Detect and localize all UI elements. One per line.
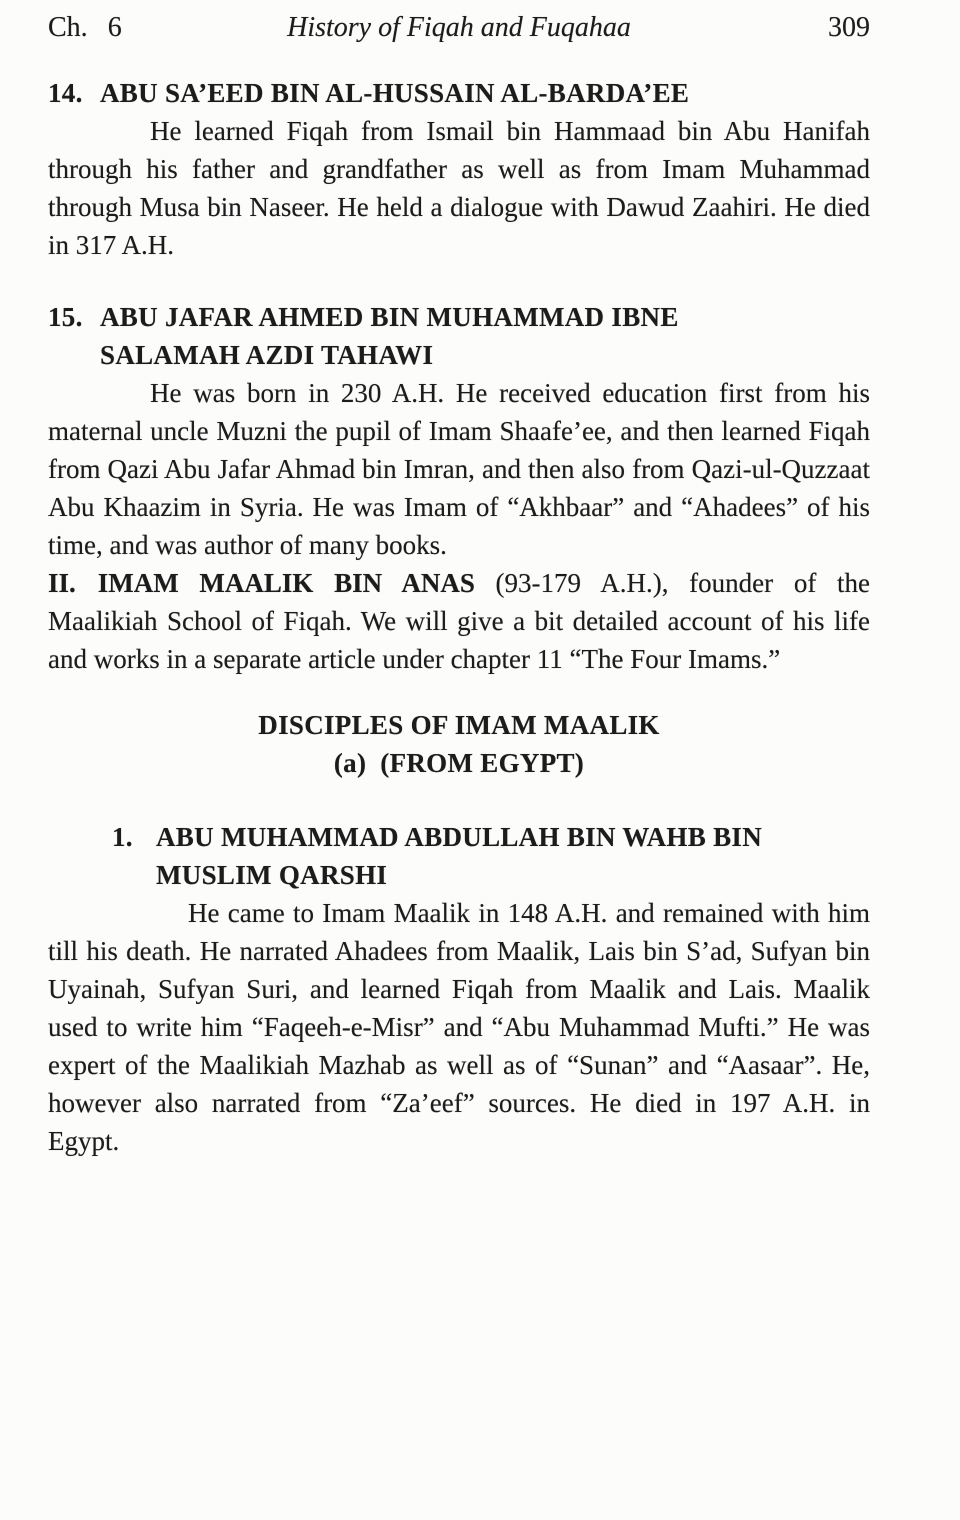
entry-1-heading xyxy=(112,818,870,894)
disciples-sub-text: (FROM EGYPT) xyxy=(380,748,585,778)
running-header xyxy=(48,10,870,46)
section-name: IMAM MAALIK BIN ANAS xyxy=(97,568,475,598)
entry-14-heading xyxy=(48,74,870,112)
entry-15-number: 15. xyxy=(48,302,83,332)
entry-15-title-line2: SALAMAH AZDI TAHAWI xyxy=(100,340,434,370)
entry-15-title-line1: ABU JAFAR AHMED BIN MUHAMMAD IBNE xyxy=(100,302,679,332)
imam-maalik-section xyxy=(48,564,870,678)
chapter-label xyxy=(48,10,238,46)
chapter-word: Ch. xyxy=(48,12,88,43)
entry-1-title xyxy=(156,818,870,894)
entry-14-body: He learned Fiqah from Ismail bin Hammaad bin Abu Hanifah through his father and grandfather as well as from Imam Muhammad through Musa bin Naseer. He held a dialogue with Dawud Zaahiri. He died in 317 A.H. xyxy=(48,116,870,260)
disciples-heading xyxy=(48,706,870,782)
entry-15-body: He was born in 230 A.H. He received education first from his maternal uncle Muzni the pupil of Imam Shaafe’ee, and then learned Fiqah from Qazi Abu Jafar Ahmad bin Imran, and then also from Qazi-ul-Quzzaat Abu Khaazim in Syria. He was Imam of “Akhbaar” and “Ahadees” of his time, and was author of many books. xyxy=(48,378,870,560)
entry-1-number: 1. xyxy=(112,822,133,852)
chapter-number: 6 xyxy=(107,12,122,43)
entry-15-heading xyxy=(48,298,870,374)
book-title: History of Fiqah and Fuqahaa xyxy=(287,12,631,43)
entry-15-title xyxy=(100,298,870,374)
entry-14-number: 14. xyxy=(48,78,83,108)
disciples-title: DISCIPLES OF IMAM MAALIK xyxy=(258,710,660,740)
entry-1-title-line1: ABU MUHAMMAD ABDULLAH BIN WAHB BIN xyxy=(156,822,762,852)
section-body: (93-179 A.H.), founder of the Maalikiah School of Fiqah. We will give a bit detailed account of his life and works in a separate article under chapter 11 “The Four Imams.” xyxy=(48,568,870,674)
entry-14-title: ABU SA’EED BIN AL-HUSSAIN AL-BARDA’EE xyxy=(100,78,690,108)
entry-1-title-line2: MUSLIM QARSHI xyxy=(156,860,388,890)
disciples-sub-label: (a) xyxy=(333,748,367,778)
entry-1-body: He came to Imam Maalik in 148 A.H. and remained with him till his death. He narrated Ahadees from Maalik, Lais bin S’ad, Sufyan bin Uyainah, Sufyan Suri, and learned Fiqah from Maalik and Lais. Maalik used to write him “Faqeeh-e-Misr” and “Abu Muhammad Mufti.” He was expert of the Maalikiah Mazhab as well as of “Sunan” and “Aasaar”. He, however also narrated from “Za’eef” sources. He died in 197 A.H. in Egypt. xyxy=(48,898,870,1156)
page-number: 309 xyxy=(828,12,870,43)
disciples-subtitle xyxy=(48,744,870,782)
section-number: II. xyxy=(48,568,76,598)
